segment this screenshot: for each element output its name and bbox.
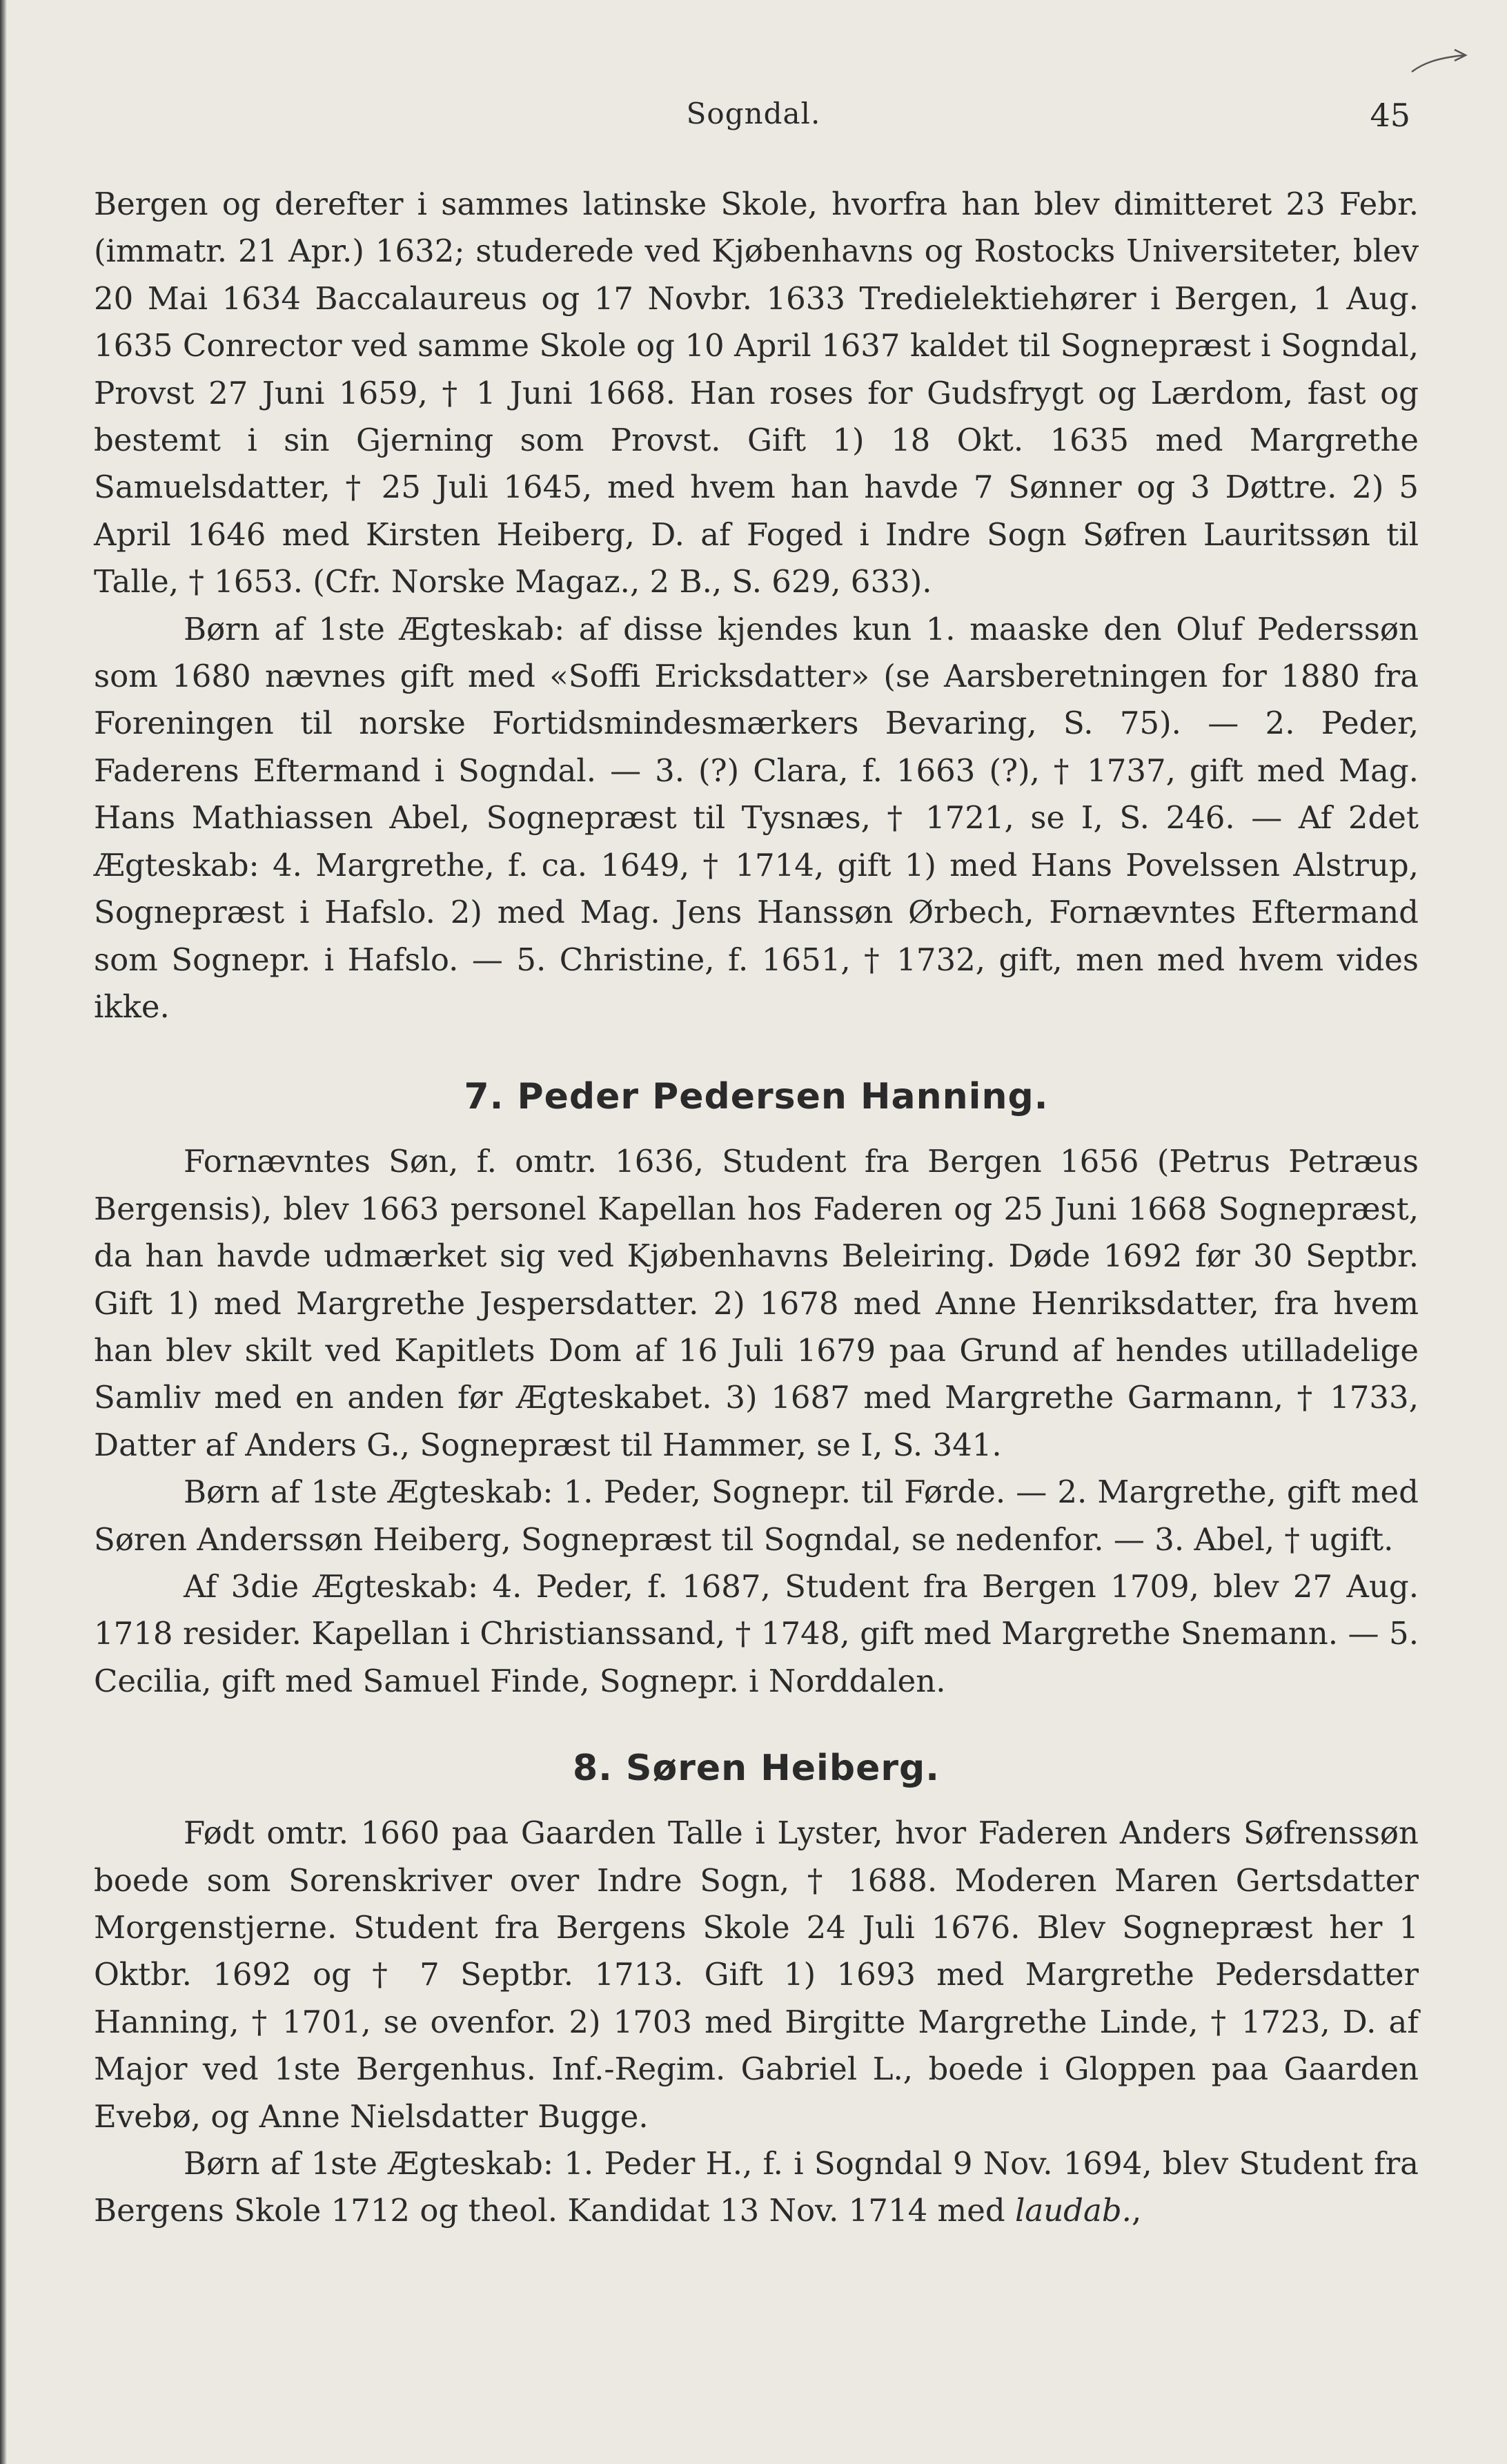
pencil-mark-icon — [1409, 48, 1471, 76]
section-heading-7: 7. Peder Pedersen Hanning. — [464, 1076, 1049, 1118]
paragraph: Børn af 1ste Ægteskab: af disse kjendes kun 1. maaske den Oluf Pederssøn som 1680 nævnes gift med «Soffi Ericksdatter» (se Aarsberetningen for 1880 fra Foreningen til norske Fortidsmindesmærkers Bevaring, S. 75). — 2. Peder, Faderens Eftermand i Sogndal. — 3. (?) Clara, f. 1663 (?), † 1737, gift med Mag. Hans Mathiassen Abel, Sognepræst til Tysnæs, † 1721, se I, S. 246. — Af 2det Ægteskab: 4. Margrethe, f. ca. 1649, † 1714, gift 1) med Hans Povelssen Alstrup, Sognepræst i Hafslo. 2) med Mag. Jens Hanssøn Ørbech, Fornævntes Eftermand som Sognepr. i Hafslo. — 5. Christine, f. 1651, † 1732, gift, men med hvem vides ikke. — [94, 610, 1419, 1025]
page-binding-edge — [0, 0, 7, 2464]
page-body — [94, 181, 1419, 2235]
section-heading-8: 8. Søren Heiberg. — [573, 1748, 940, 1790]
paragraph: Bergen og derefter i sammes latinske Skole, hvorfra han blev dimitteret 23 Febr. (immatr. 21 Apr.) 1632; studerede ved Kjøbenhavns og Rostocks Universiteter, blev 20 Mai 1634 Baccalaureus og 17 Novbr. 1633 Tredielektiehører i Bergen, 1 Aug. 1635 Conrector ved samme Skole og 10 April 1637 kaldet til Sognepræst i Sogndal, Provst 27 Juni 1659, † 1 Juni 1668. Han roses for Gudsfrygt og Lærdom, fast og bestemt i sin Gjerning som Provst. Gift 1) 18 Okt. 1635 med Margrethe Samuelsdatter, † 25 Juli 1645, med hvem han havde 7 Sønner og 3 Døttre. 2) 5 April 1646 med Kirsten Heiberg, D. af Foged i Indre Sogn Søfren Lauritssøn til Talle, † 1653. (Cfr. Norske Magaz., 2 B., S. 629, 633). — [94, 186, 1419, 600]
paragraph: Født omtr. 1660 paa Gaarden Talle i Lyster, hvor Faderen Anders Søfrenssøn boede som Sorenskriver over Indre Sogn, † 1688. Moderen Maren Gertsdatter Morgenstjerne. Student fra Bergens Skole 24 Juli 1676. Blev Sognepræst her 1 Oktbr. 1692 og † 7 Septbr. 1713. Gift 1) 1693 med Margrethe Pedersdatter Hanning, † 1701, se ovenfor. 2) 1703 med Birgitte Margrethe Linde, † 1723, D. af Major ved 1ste Bergenhus. Inf.-Regim. Gabriel L., boede i Gloppen paa Gaarden Evebø, og Anne Nielsdatter Bugge. — [94, 1815, 1419, 2135]
paragraph: Fornævntes Søn, f. omtr. 1636, Student fra Bergen 1656 (Petrus Petræus Bergensis), blev 1663 personel Kapellan hos Faderen og 25 Juni 1668 Sognepræst, da han havde udmærket sig ved Kjøbenhavns Beleiring. Døde 1692 før 30 Septbr. Gift 1) med Margrethe Jespersdatter. 2) 1678 med Anne Henriksdatter, fra hvem han blev skilt ved Kapitlets Dom af 16 Juli 1679 paa Grund af hendes utilladelige Samliv med en anden før Ægteskabet. 3) 1687 med Margrethe Garmann, † 1733, Datter af Anders G., Sognepræst til Hammer, se I, S. 341. — [94, 1143, 1419, 1463]
paragraph-last — [94, 2140, 1419, 2235]
paragraph-end: , — [1131, 2192, 1142, 2229]
paragraph: Af 3die Ægteskab: 4. Peder, f. 1687, Student fra Bergen 1709, blev 27 Aug. 1718 resider. Kapellan i Christianssand, † 1748, gift med Margrethe Snemann. — 5. Cecilia, gift med Samuel Finde, Sognepr. i Norddalen. — [94, 1567, 1419, 1699]
italic-abbreviation: laudab. — [1014, 2192, 1132, 2229]
page-number: 45 — [1370, 97, 1410, 134]
paragraph-text: Børn af 1ste Ægteskab: 1. Peder H., f. i Sogndal 9 Nov. 1694, blev Student fra Bergens Skole 1712 og theol. Kandidat 13 Nov. 1714 med — [94, 2145, 1419, 2229]
running-head — [0, 97, 1507, 138]
paragraph: Børn af 1ste Ægteskab: 1. Peder, Sognepr. til Førde. — 2. Margrethe, gift med Søren Anderssøn Heiberg, Sognepræst til Sogndal, se nedenfor. — 3. Abel, † ugift. — [94, 1474, 1419, 1558]
running-title: Sogndal. — [686, 97, 821, 130]
